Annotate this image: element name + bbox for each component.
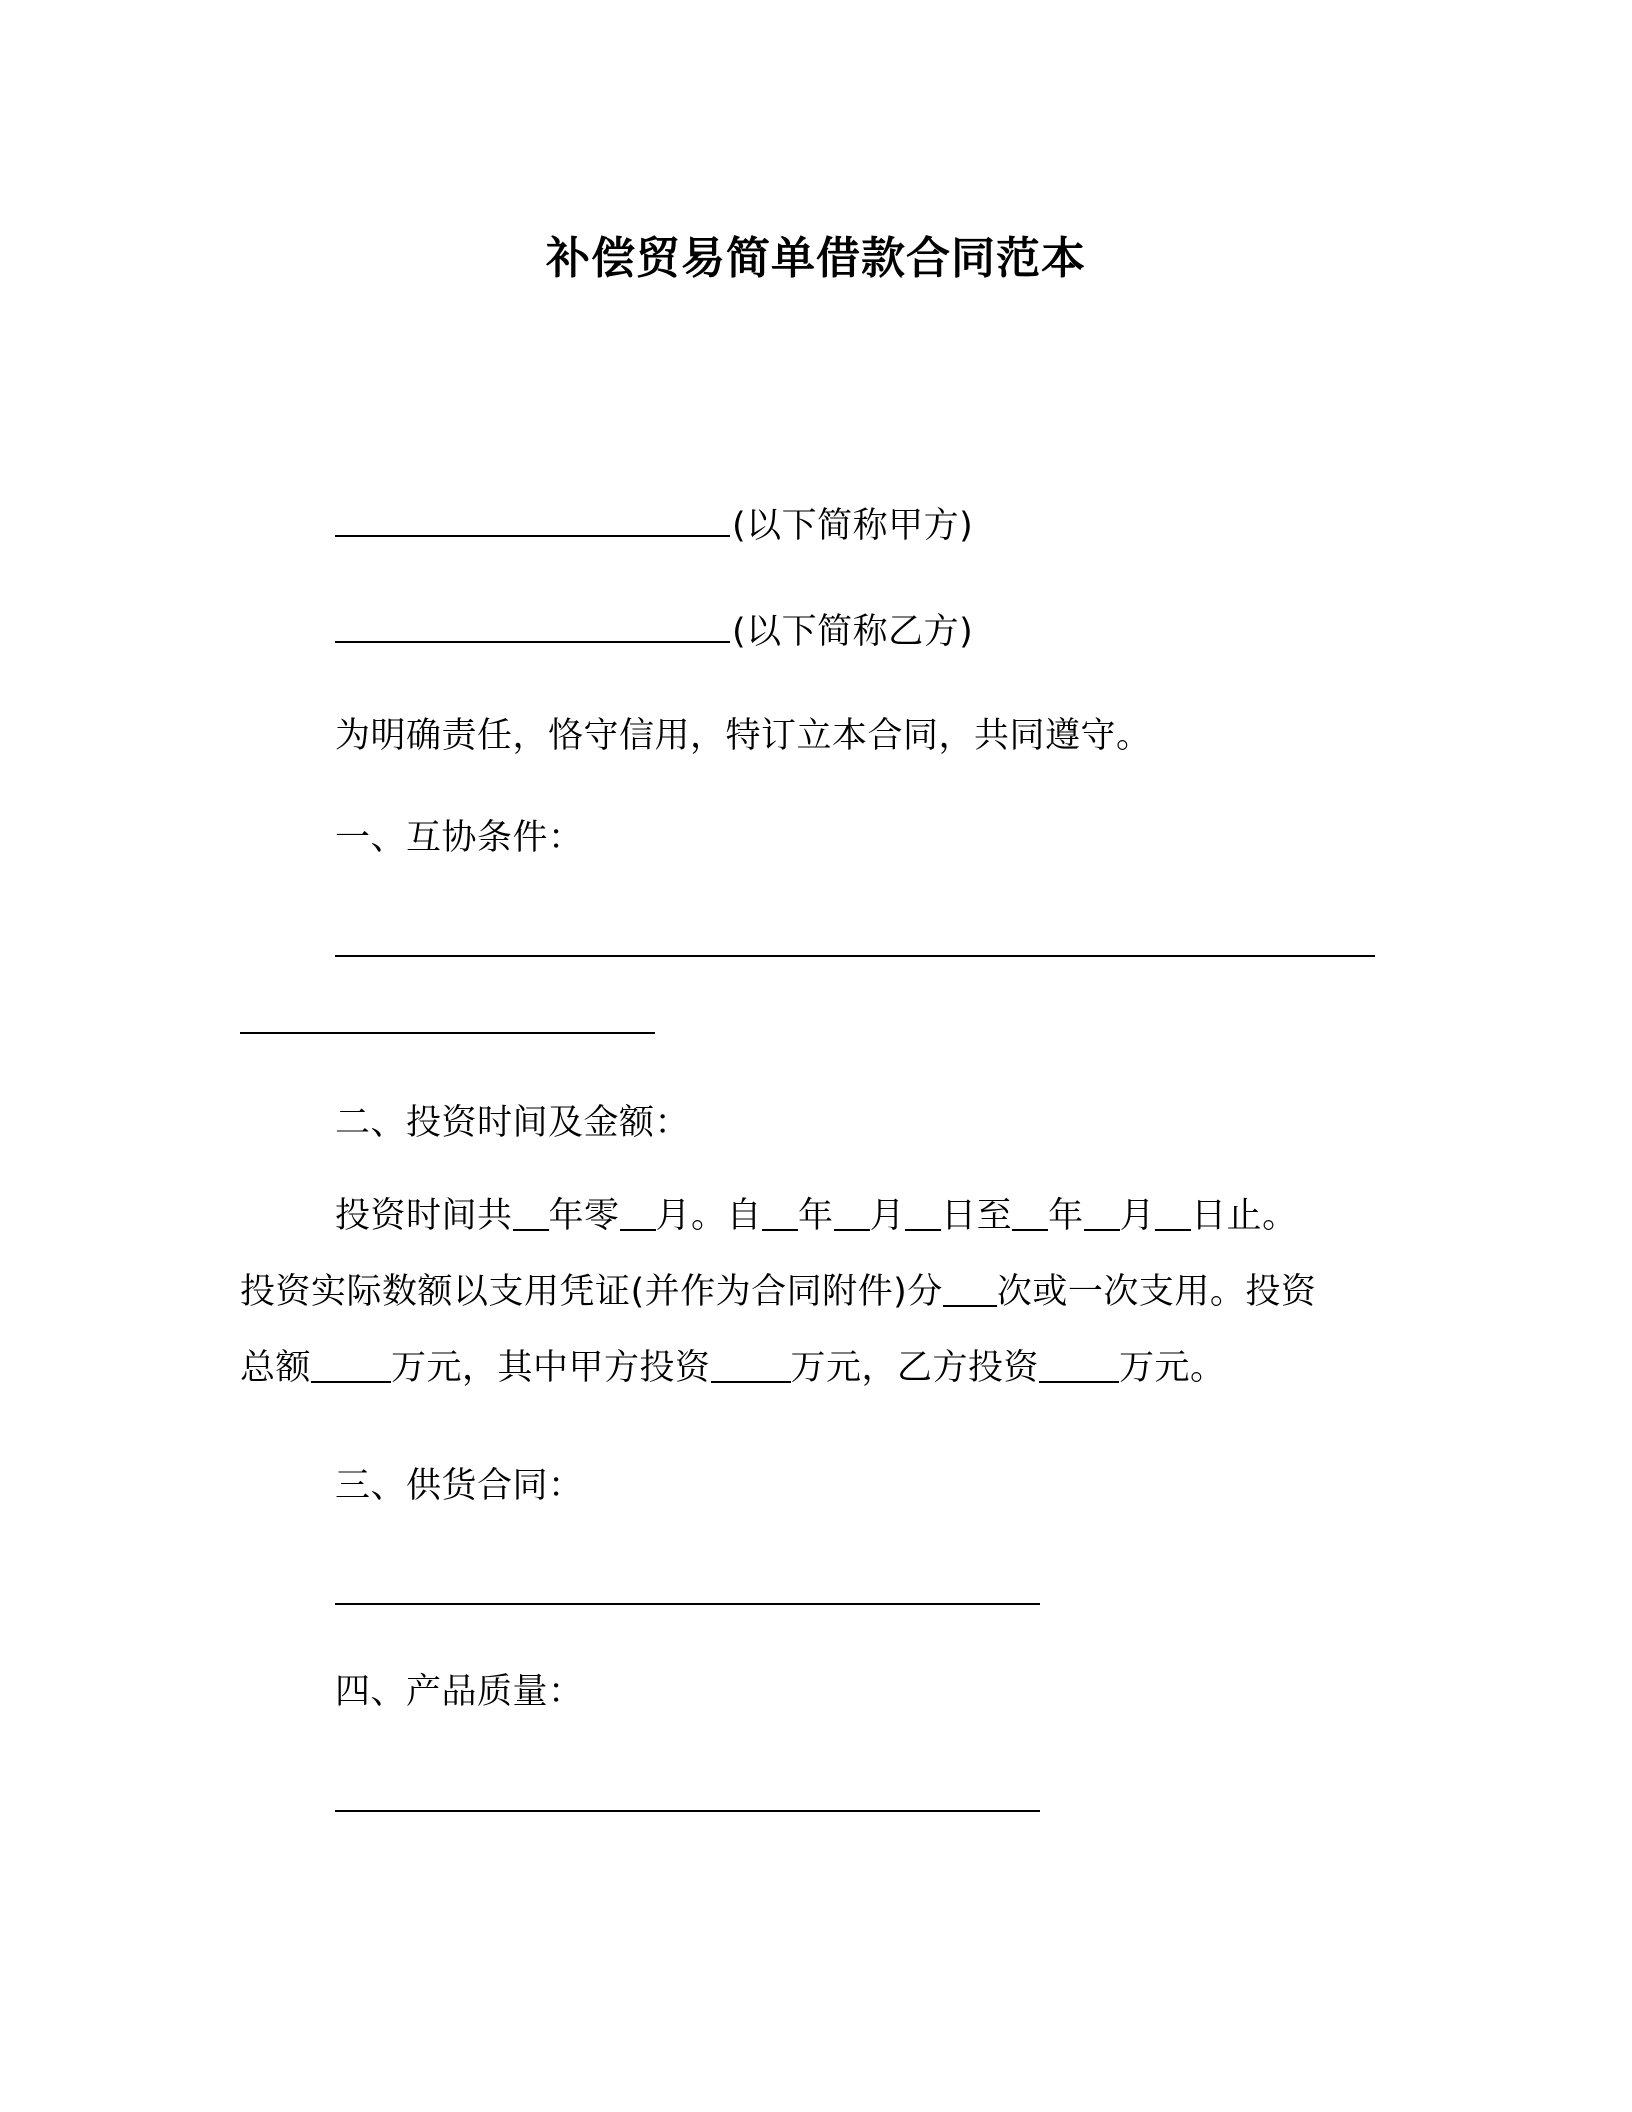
preamble-text: 为明确责任，恪守信用，特订立本合同，共同遵守。 (335, 716, 1152, 756)
party-b-suffix: (以下简称乙方) (732, 612, 974, 652)
section2-body-line-1: 投资时间共 年零 月。自 年 月 日至 年 月 日止。 (335, 1196, 1298, 1236)
party-a-blank (335, 535, 730, 537)
section2-body-line-3: 总额 万元，其中甲方投资 万元，乙方投资 万元。 (240, 1348, 1226, 1388)
section2-body (240, 1178, 1390, 1406)
document-title: 补偿贸易简单借款合同范本 (546, 233, 1086, 284)
section1-heading: 一、互协条件： (335, 818, 584, 858)
section4-blank-line (335, 1810, 1040, 1812)
section3-heading: 三、供货合同： (335, 1466, 584, 1506)
section2-heading: 二、投资时间及金额： (335, 1103, 691, 1143)
section2-body-line-2: 投资实际数额以支用凭证(并作为合同附件)分 次或一次支用。投资 (240, 1272, 1317, 1312)
party-a-suffix: (以下简称甲方) (732, 506, 974, 546)
section3-blank-line (335, 1603, 1040, 1605)
section4-heading: 四、产品质量： (335, 1672, 584, 1712)
party-b-blank (335, 641, 730, 643)
section1-blank-line-1 (335, 955, 1375, 957)
section1-blank-line-2 (240, 1032, 655, 1034)
